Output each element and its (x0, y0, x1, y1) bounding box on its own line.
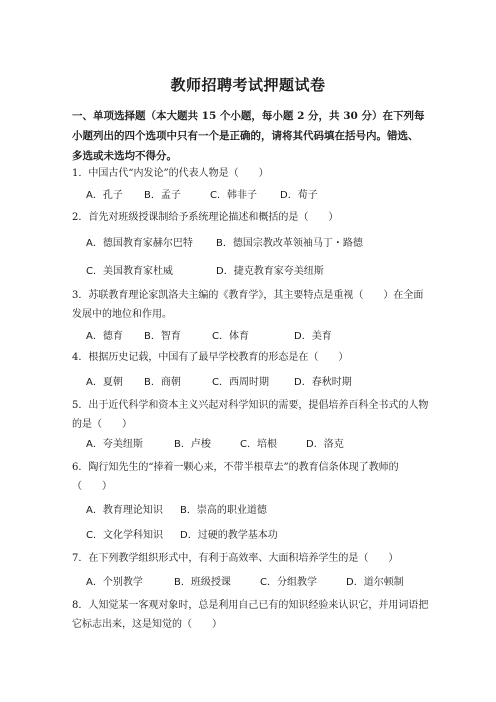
option-a: A．个别教学 (86, 577, 143, 588)
question-4-options (86, 375, 426, 391)
option-c: C．体育 (212, 331, 249, 342)
option-d: D．荀子 (280, 190, 318, 201)
question-7-options (86, 575, 426, 591)
option-c: C．分组教学 (260, 577, 317, 588)
option-c: C．韩非子 (210, 190, 257, 201)
question-5-options (86, 437, 426, 453)
option-a: A．德国教育家赫尔巴特 (86, 238, 193, 249)
option-d: D．道尔顿制 (346, 577, 404, 588)
question-7: 7．在下列教学组织形式中，有利于高效率、大面积培养学生的是（ ） (72, 553, 399, 564)
question-3: 3．苏联教育理论家凯洛夫主编的《教育学》，其主要特点是重视（ ）在全面发展中的地位和作用。 (72, 290, 424, 320)
option-b: B．商朝 (144, 377, 181, 388)
option-c: C．西周时期 (212, 377, 269, 388)
question-2: 2．首先对班级授课制给予系统理论描述和概括的是（ ） (72, 212, 339, 223)
option-a: A．夏朝 (86, 377, 123, 388)
option-c: C．培根 (240, 439, 277, 450)
question-6: 6．陶行知先生的“捧着一颗心来，不带半根草去”的教育信条体现了教师的（ ） (72, 462, 399, 492)
question-2-options-row1 (86, 236, 426, 252)
option-b: B．班级授课 (174, 577, 231, 588)
option-c: C．文化学科知识 (86, 530, 163, 541)
option-b: B．孟子 (144, 190, 181, 201)
option-d: D．洛克 (306, 439, 344, 450)
option-a: A．孔子 (86, 190, 123, 201)
question-1-options (86, 188, 426, 204)
option-b: B．智育 (144, 331, 181, 342)
option-a: A．夸美纽斯 (86, 439, 143, 450)
option-a: A．德育 (86, 331, 123, 342)
option-b: B．德国宗教改革领袖马丁・路德 (216, 238, 363, 249)
section-header: 一、单项选择题（本大题共 15 个小题，每小题 2 分，共 30 分）在下列每小题列出的四个选项中只有一个是正确的，请将其代码填在括号内。错选、多选或未选均不得分。 (72, 110, 425, 162)
question-3-options (86, 329, 426, 345)
option-d: D．春秋时期 (294, 377, 352, 388)
question-5: 5．出于近代科学和资本主义兴起对科学知识的需要，提倡培养百科全书式的人物的是（ ） (72, 400, 429, 430)
page-title: 教师招聘考试押题试卷 (170, 76, 326, 94)
option-a: A．教育理论知识 (86, 505, 163, 516)
question-2-options-row2 (86, 264, 426, 280)
question-1: 1．中国古代“内发论”的代表人物是（ ） (72, 168, 269, 179)
option-d: D．过硬的教学基本功 (180, 530, 278, 541)
option-d: D．美育 (294, 331, 332, 342)
option-c: C．美国教育家杜威 (86, 266, 173, 277)
option-d: D．捷克教育家夸美纽斯 (216, 266, 324, 277)
option-b: B．卢梭 (174, 439, 211, 450)
option-b: B．崇高的职业道德 (180, 505, 267, 516)
question-4: 4．根据历史记载，中国有了最早学校教育的形态是在（ ） (72, 352, 349, 363)
question-8: 8．人知觉某一客观对象时，总是利用自己已有的知识经验来认识它，并用词语把它标志出来，这是知觉的（ ） (72, 600, 429, 630)
question-6-options-row1 (86, 503, 426, 519)
question-6-options-row2 (86, 528, 426, 544)
